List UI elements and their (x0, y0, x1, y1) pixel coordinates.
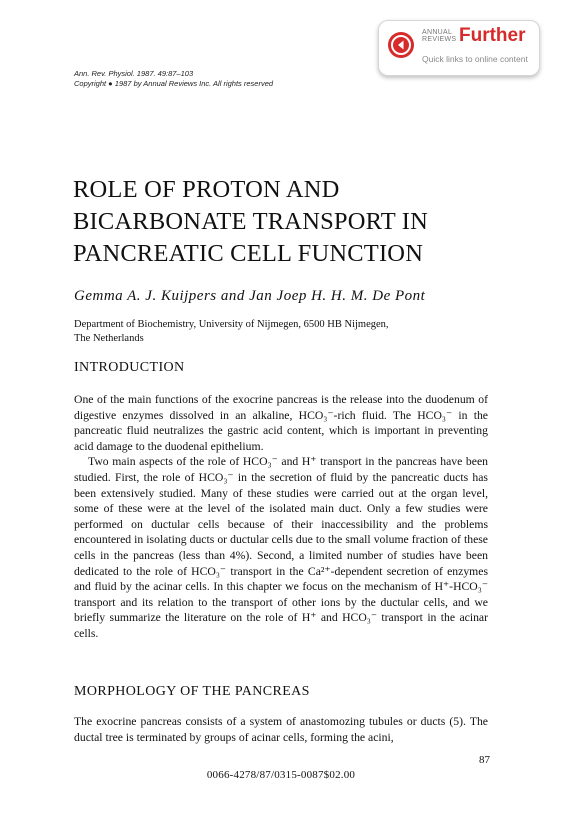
affiliation-line-2: The Netherlands (74, 333, 144, 344)
article-authors: Gemma A. J. Kuijpers and Jan Joep H. H. M. De Pont (74, 288, 426, 304)
journal-citation (74, 69, 273, 89)
author-affiliation (74, 318, 494, 346)
morphology-paragraph-1: The exocrine pancreas consists of a system of anastomozing tubules or ducts (5). The ductal tree is terminated by groups of acinar cells, forming the acini, (74, 715, 488, 744)
introduction-paragraph-1: One of the main functions of the exocrine pancreas is the release into the duodenum of digestive enzymes dissolved in an alkaline, HCO₃⁻-rich fluid. The HCO₃⁻ in the pancreatic fluid neutralizes the gastric acid content, which is important in preventing acid damage to the duodenal epithelium. (74, 393, 488, 453)
title-line-3: PANCREATIC CELL FUNCTION (73, 240, 424, 267)
title-line-1: ROLE OF PROTON AND (73, 176, 340, 203)
badge-subtitle: Quick links to online content (422, 54, 528, 64)
section-heading-introduction: INTRODUCTION (74, 360, 185, 375)
annual-reviews-further-badge[interactable] (378, 20, 540, 76)
citation-line: Ann. Rev. Physiol. 1987. 49:87–103 (74, 69, 194, 78)
introduction-paragraph-2: Two main aspects of the role of HCO₃⁻ and H⁺ transport in the pancreas have been studied. First, the role of HCO₃⁻ in the secretion of fluid by the pancreatic ducts has been extensively studied. Many of these studies were carried out at the organ level, some of these were at the level of the isolated main duct. Only a few studies were performed on ductular cells because of their inaccessibility and the problems encountered in isolating ducts or ductular cells due to the small volume fraction of these cells in the pancreas (less than 4%). Second, a limited number of studies have been dedicated to the role of HCO₃⁻ transport in the Ca²⁺-dependent secretion of enzymes and fluid by the acinar cells. In this chapter we focus on the mechanism of H⁺-HCO₃⁻ transport and its relation to the transport of other ions by the ductular cells, and we briefly summarize the literature on the role of H⁺ and HCO₃⁻ transport in the acinar cells. (74, 455, 488, 640)
morphology-body (74, 714, 488, 745)
badge-further-word: Further (459, 25, 526, 46)
article-doi-code: 0066-4278/87/0315-0087$02.00 (206, 769, 356, 781)
introduction-body (74, 392, 488, 642)
section-heading-morphology: MORPHOLOGY OF THE PANCREAS (74, 684, 310, 699)
badge-brand-label (422, 29, 456, 43)
affiliation-line-1: Department of Biochemistry, University of Nijmegen, 6500 HB Nijmegen, (74, 319, 389, 330)
page-number: 87 (479, 754, 490, 766)
article-title (73, 174, 428, 270)
title-line-2: BICARBONATE TRANSPORT IN (73, 208, 429, 235)
play-icon (388, 32, 414, 58)
badge-line-reviews: REVIEWS (422, 36, 457, 43)
badge-line-annual: ANNUAL (422, 29, 453, 36)
copyright-line: Copyright ● 1987 by Annual Reviews Inc. All rights reserved (74, 79, 274, 88)
